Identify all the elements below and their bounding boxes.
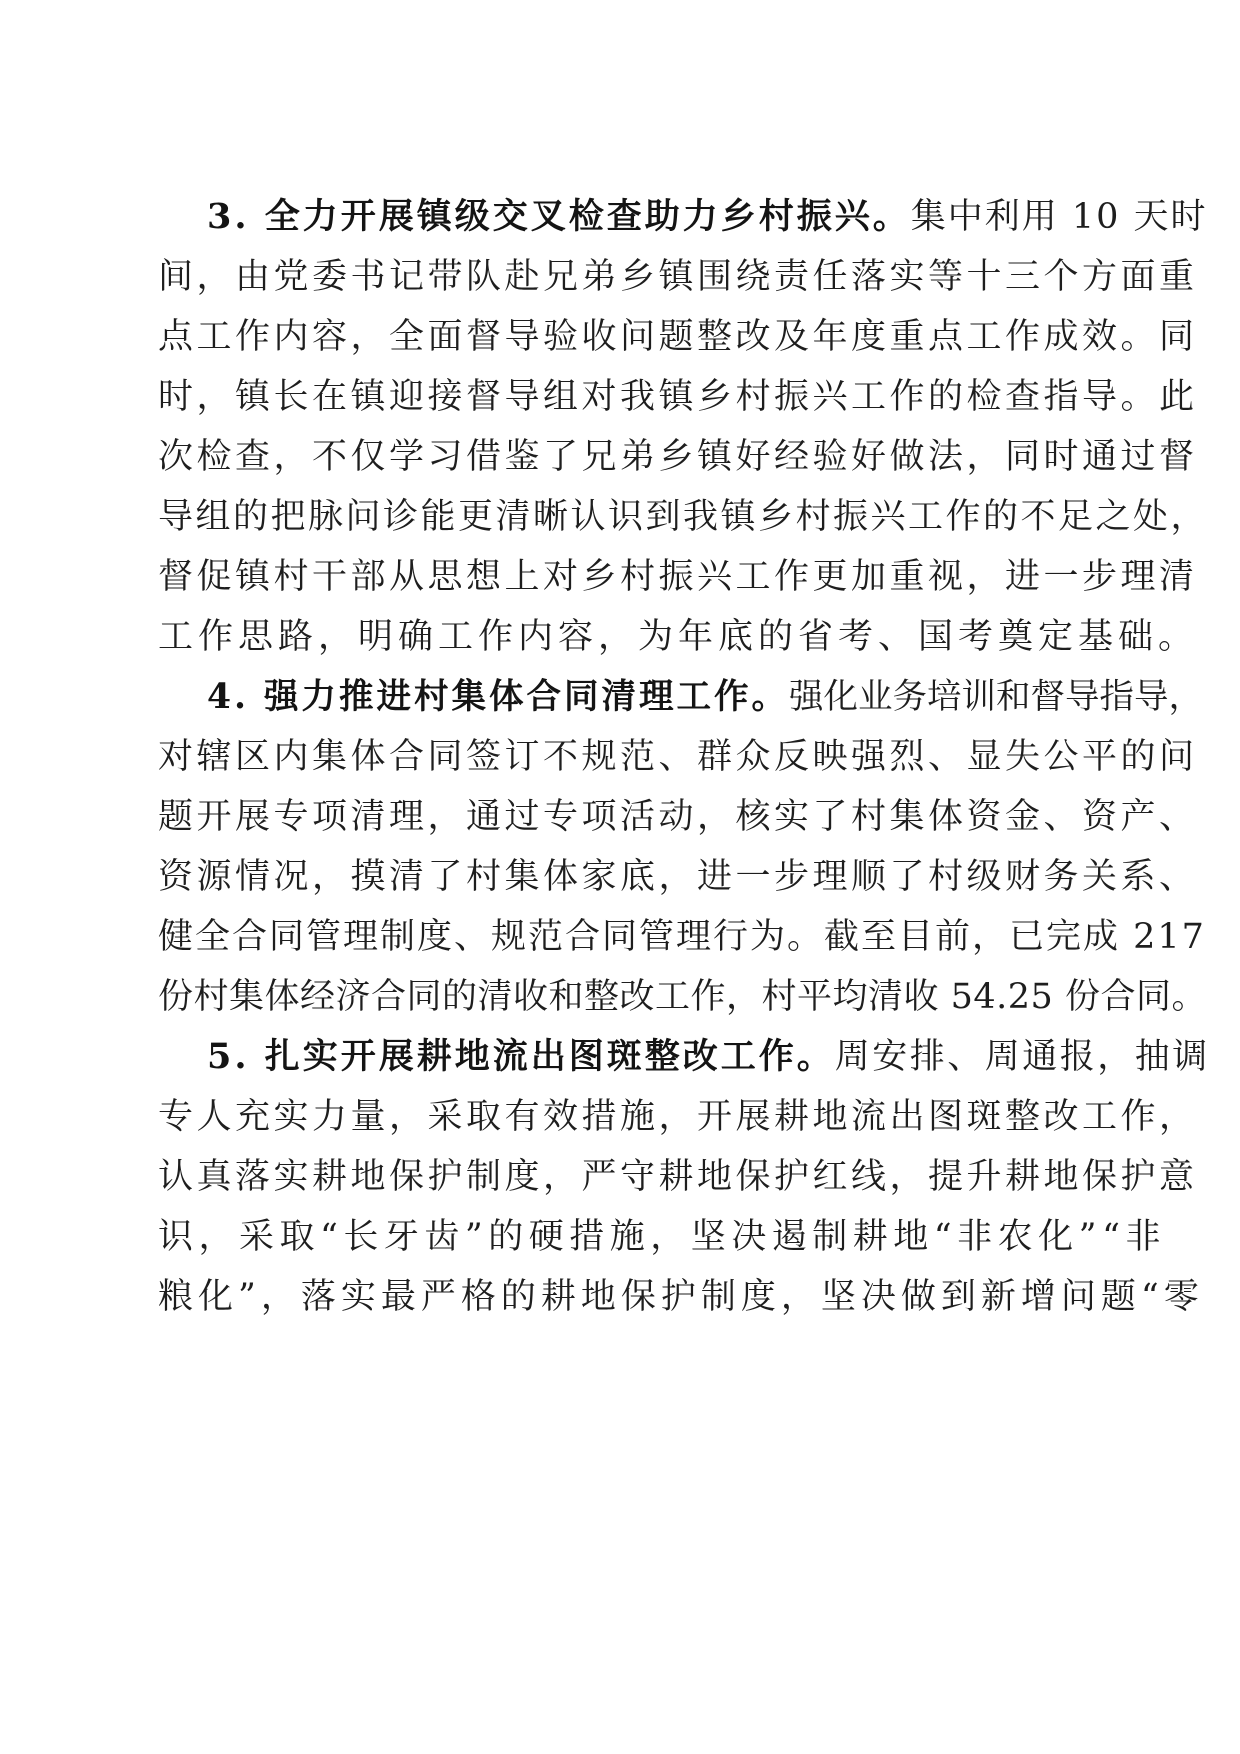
- paragraph-line: [207, 667, 1203, 727]
- section-heading: 3. 全力开展镇级交叉检查助力乡村振兴。: [207, 196, 911, 237]
- paragraph-line: 份村集体经济合同的清收和整改工作，村平均清收 54.25 份合同。: [158, 977, 1207, 1017]
- paragraph-line: 对辖区内集体合同签订不规范、群众反映强烈、显失公平的问: [158, 737, 1198, 777]
- paragraph-line: [207, 187, 1208, 247]
- paragraph-line: 次检查，不仅学习借鉴了兄弟乡镇好经验好做法，同时通过督: [158, 437, 1198, 477]
- paragraph-text: 集中利用 10 天时: [910, 197, 1208, 237]
- paragraph-line: 认真落实耕地保护制度，严守耕地保护红线，提升耕地保护意: [158, 1157, 1198, 1197]
- paragraph-line: 资源情况，摸清了村集体家底，进一步理顺了村级财务关系、: [158, 857, 1198, 897]
- section-heading: 4. 强力推进村集体合同清理工作。: [207, 677, 790, 717]
- paragraph-line: 工作思路，明确工作内容，为年底的省考、国考奠定基础。: [158, 617, 1199, 657]
- paragraph-line: 专人充实力量，采取有效措施，开展耕地流出图斑整改工作，: [158, 1097, 1198, 1137]
- paragraph-text: 周安排、周通报，抽调: [834, 1037, 1210, 1077]
- section-heading: 5. 扎实开展耕地流出图斑整改工作。: [207, 1036, 835, 1077]
- paragraph-line: 题开展专项清理，通过专项活动，核实了村集体资金、资产、: [158, 797, 1198, 837]
- paragraph-line: 督促镇村干部从思想上对乡村振兴工作更加重视，进一步理清: [158, 557, 1198, 597]
- paragraph-line: 间，由党委书记带队赴兄弟乡镇围绕责任落实等十三个方面重: [158, 257, 1198, 297]
- paragraph-text: 强化业务培训和督导指导，: [789, 677, 1204, 717]
- paragraph-line: 粮化”，落实最严格的耕地保护制度，坚决做到新增问题“零: [158, 1277, 1204, 1317]
- paragraph-line: 时，镇长在镇迎接督导组对我镇乡村振兴工作的检查指导。此: [158, 377, 1198, 417]
- paragraph-line: 健全合同管理制度、规范合同管理行为。截至目前，已完成 217: [158, 917, 1206, 957]
- paragraph-line: 点工作内容，全面督导验收问题整改及年度重点工作成效。同: [158, 317, 1198, 357]
- paragraph-line: [207, 1027, 1210, 1087]
- paragraph-line: 导组的把脉问诊能更清晰认识到我镇乡村振兴工作的不足之处，: [158, 497, 1209, 537]
- paragraph-line: 识，采取“长牙齿”的硬措施，坚决遏制耕地“非农化”“非: [158, 1217, 1166, 1257]
